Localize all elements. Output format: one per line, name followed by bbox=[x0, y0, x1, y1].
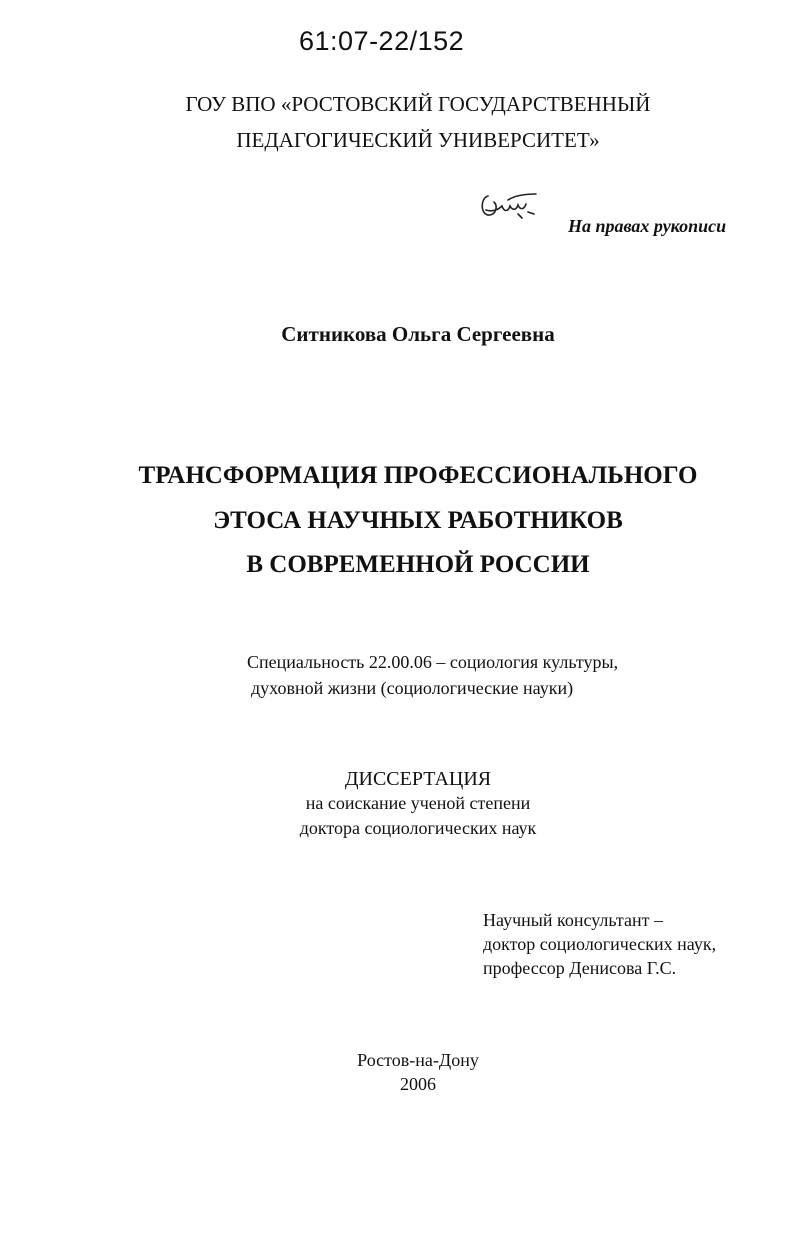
title-line-3: В СОВРЕМЕННОЙ РОССИИ bbox=[246, 551, 590, 578]
dissertation-heading: ДИССЕРТАЦИЯ bbox=[344, 768, 492, 790]
consultant-line-2: доктор социологических наук, bbox=[483, 934, 717, 954]
manuscript-rights-note: На правах рукописи bbox=[568, 216, 727, 236]
institution-line-2: ПЕДАГОГИЧЕСКИЙ УНИВЕРСИТЕТ» bbox=[236, 128, 600, 152]
signature-icon bbox=[478, 188, 542, 224]
consultant-line-1: Научный консультант – bbox=[483, 910, 663, 930]
specialty-line-2: духовной жизни (социологические науки) bbox=[251, 678, 574, 698]
dissertation-line-2: доктора социологических наук bbox=[299, 818, 537, 838]
title-line-1: ТРАНСФОРМАЦИЯ ПРОФЕССИОНАЛЬНОГО bbox=[138, 462, 698, 489]
consultant-line-3: профессор Денисова Г.С. bbox=[483, 958, 677, 978]
title-line-2: ЭТОСА НАУЧНЫХ РАБОТНИКОВ bbox=[213, 507, 623, 534]
archive-stamp-number: 61:07-22/152 bbox=[299, 26, 465, 56]
year: 2006 bbox=[400, 1074, 436, 1094]
specialty-line-1: Специальность 22.00.06 – социология культуры, bbox=[247, 652, 619, 672]
place: Ростов-на-Дону bbox=[357, 1050, 479, 1070]
dissertation-line-1: на соискание ученой степени bbox=[305, 793, 531, 813]
institution-line-1: ГОУ ВПО «РОСТОВСКИЙ ГОСУДАРСТВЕННЫЙ bbox=[185, 92, 651, 116]
author-name: Ситникова Ольга Сергеевна bbox=[281, 322, 555, 346]
